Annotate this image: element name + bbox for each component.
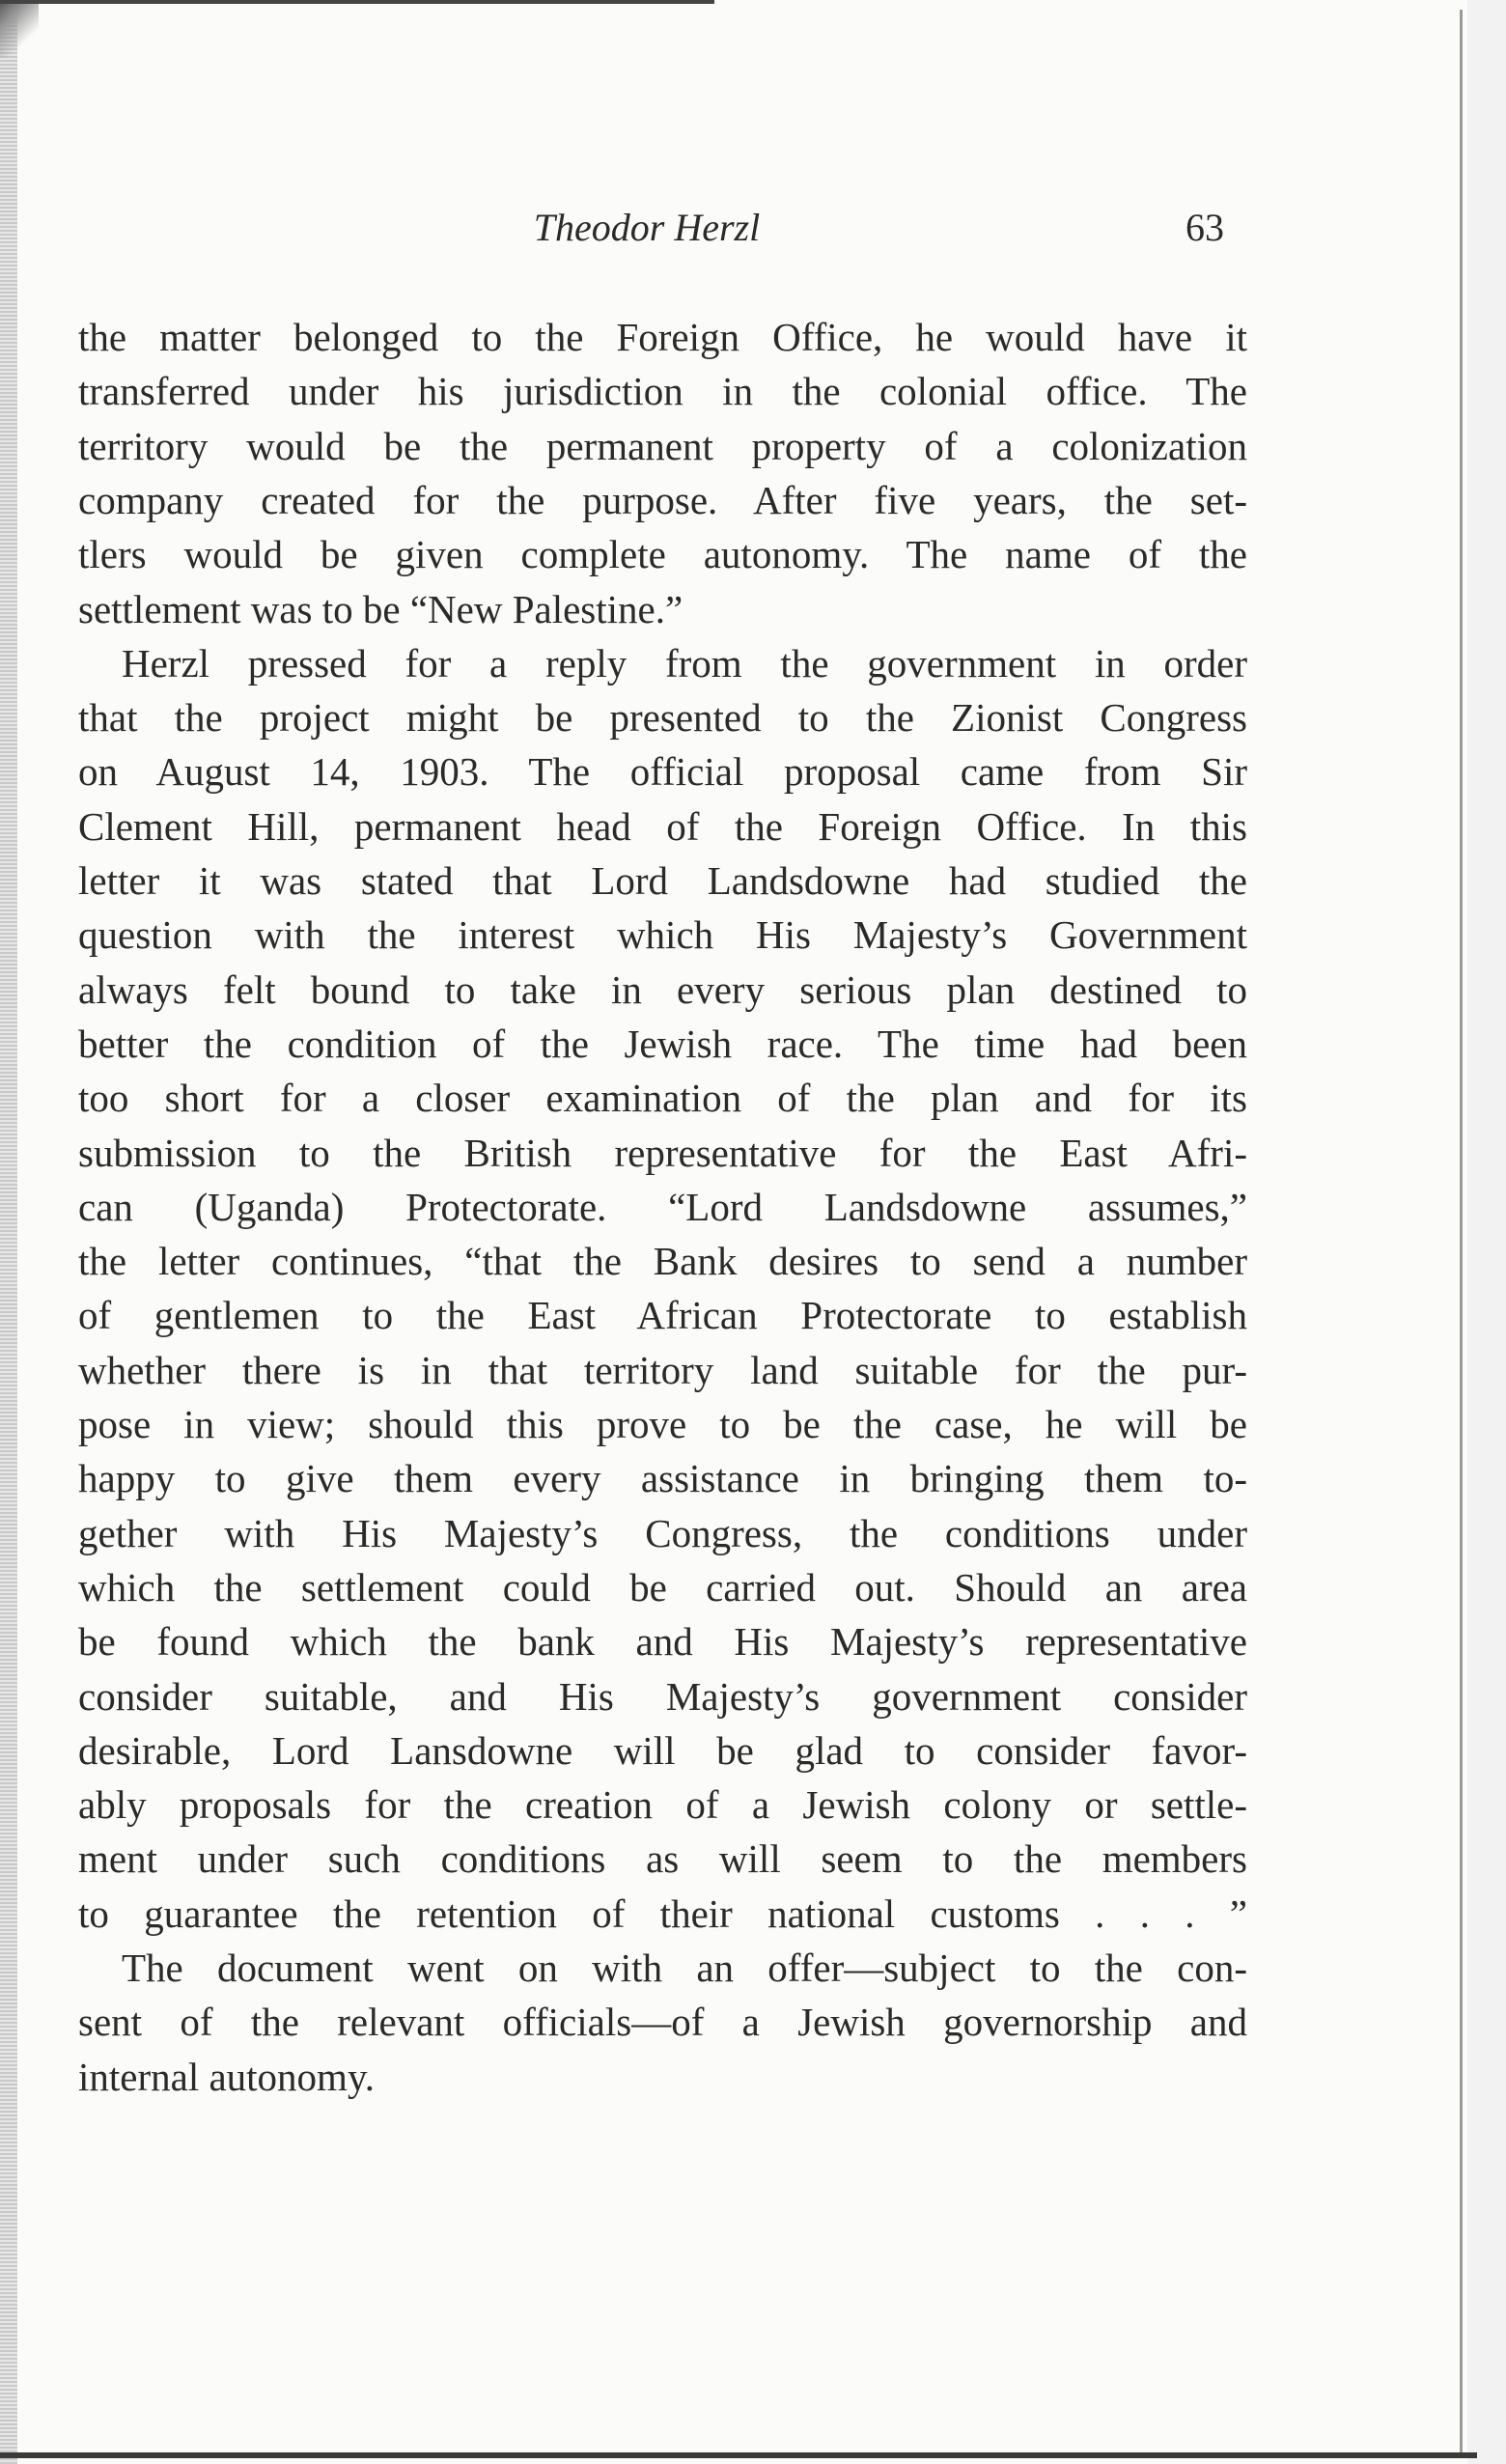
scan-margin-right <box>1467 0 1506 2464</box>
text-line: sent of the relevant officials—of a Jewish governorship and <box>78 2000 1247 2045</box>
text-line: Herzl pressed for a reply from the government in order <box>122 640 1247 686</box>
running-head-title: Theodor Herzl <box>533 206 761 249</box>
scan-corner <box>0 0 39 58</box>
text-line: desirable, Lord Lansdowne will be glad to consider favor- <box>78 1727 1247 1773</box>
text-line: the letter continues, “that the Bank desires to send a number <box>78 1239 1247 1284</box>
scan-edge-left <box>0 0 17 2464</box>
text-line: The document went on with an offer—subject to the con- <box>122 1946 1247 1990</box>
text-line: better the condition of the Jewish race. The time had been <box>78 1021 1247 1066</box>
text-line: pose in view; should this prove to be the case, he will be <box>78 1402 1247 1446</box>
text-line: ment under such conditions as will seem to the members <box>78 1836 1247 1882</box>
scan-edge-right <box>1460 10 1463 2452</box>
text-line: be found which the bank and His Majesty’s representative <box>78 1619 1247 1665</box>
text-line: letter it was stated that Lord Landsdowne had studied the <box>78 858 1247 903</box>
text-line: question with the interest which His Majesty’s Government <box>78 912 1247 958</box>
scan-edge-top <box>0 0 714 4</box>
text-line: internal autonomy. <box>78 2054 376 2099</box>
text-line: on August 14, 1903. The official proposal came from Sir <box>78 749 1247 795</box>
text-line: of gentlemen to the East African Protectorate to establish <box>78 1293 1247 1338</box>
text-line: tlers would be given complete autonomy. The name of the <box>78 532 1247 577</box>
text-line: Clement Hill, permanent head of the Foreign Office. In this <box>78 803 1247 849</box>
text-line: that the project might be presented to the Zionist Congress <box>78 695 1247 741</box>
text-line: gether with His Majesty’s Congress, the conditions under <box>78 1510 1247 1555</box>
text-line: transferred under his jurisdiction in the colonial office. The <box>78 369 1247 414</box>
running-head <box>0 205 1506 259</box>
scan-edge-bottom <box>0 2452 1477 2458</box>
text-line: whether there is in that territory land suitable for the pur- <box>78 1347 1247 1392</box>
text-line: consider suitable, and His Majesty’s government consider <box>78 1673 1247 1719</box>
text-line: always felt bound to take in every serious plan destined to <box>78 966 1247 1012</box>
text-line: territory would be the permanent property of a colonization <box>78 423 1247 468</box>
text-line: happy to give them every assistance in bringing them to- <box>78 1456 1247 1501</box>
text-line: which the settlement could be carried out. Should an area <box>78 1564 1247 1610</box>
page-number: 63 <box>1185 206 1224 249</box>
text-line: the matter belonged to the Foreign Office, he would have it <box>78 315 1247 359</box>
text-line: company created for the purpose. After five years, the set- <box>78 477 1247 522</box>
text-line: submission to the British representative for the East Afri- <box>78 1130 1247 1175</box>
text-line: settlement was to be “New Palestine.” <box>78 586 683 631</box>
text-line: ably proposals for the creation of a Jewish colony or settle- <box>78 1782 1247 1828</box>
text-line: too short for a closer examination of the plan and for its <box>78 1076 1247 1121</box>
text-line: can (Uganda) Protectorate. “Lord Landsdowne assumes,” <box>78 1184 1247 1229</box>
text-line: to guarantee the retention of their national customs . . . ” <box>78 1890 1247 1936</box>
